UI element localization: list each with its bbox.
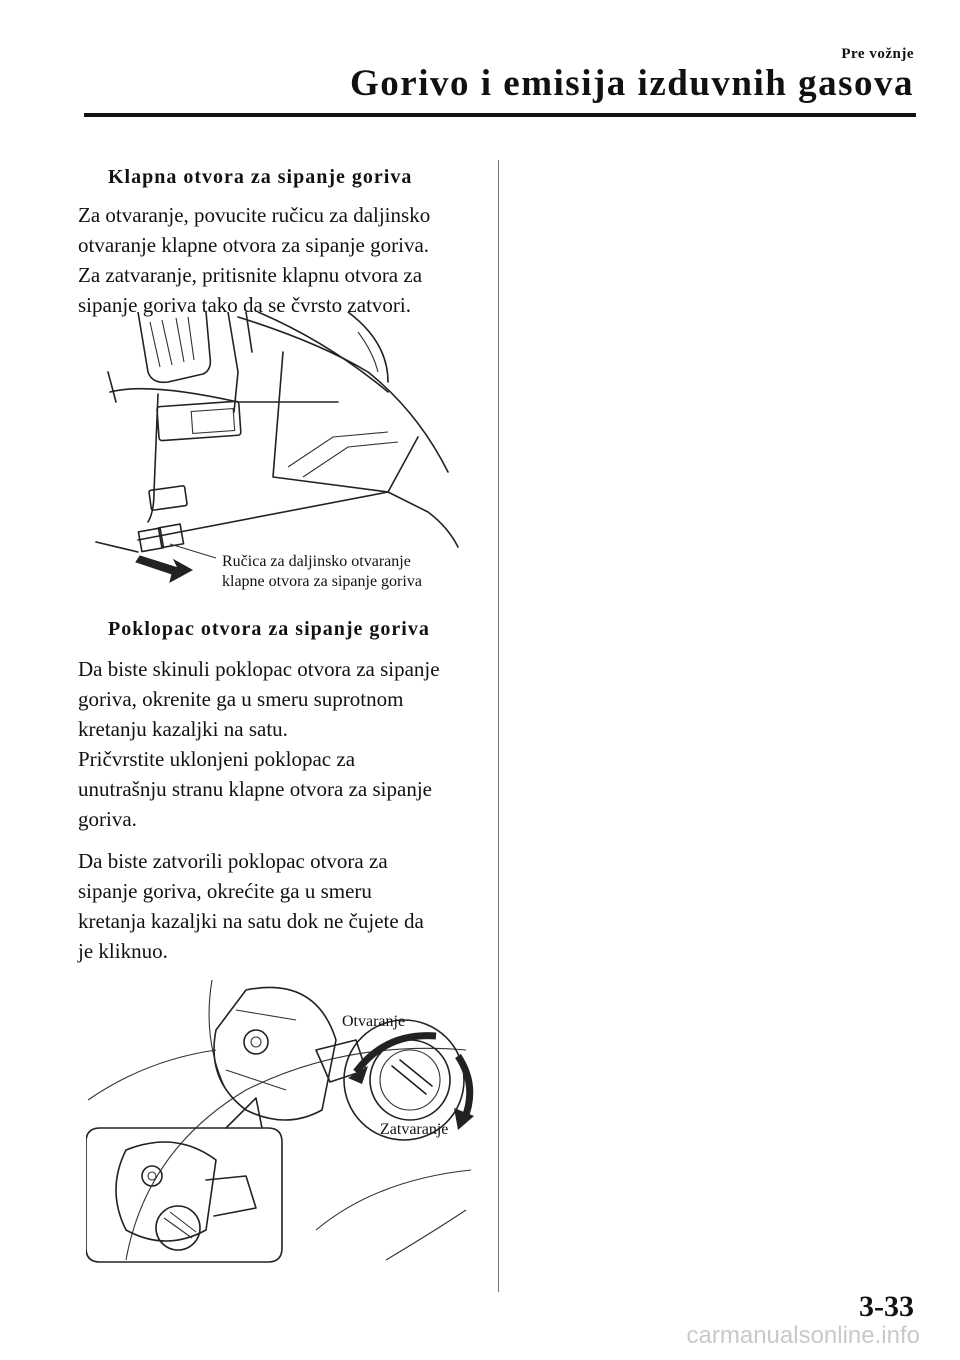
text-line: unutrašnju stranu klapne otvora za sipanje bbox=[78, 777, 432, 801]
fuel-cap-text bbox=[78, 654, 488, 834]
page-number: 3-33 bbox=[859, 1290, 914, 1323]
fuel-door-release-illustration bbox=[88, 312, 468, 592]
text-line: Za zatvaranje, pritisnite klapnu otvora za bbox=[78, 263, 423, 287]
fuel-door-text bbox=[78, 200, 488, 320]
text-line: goriva, okrenite ga u smeru suprotnom bbox=[78, 687, 404, 711]
label-line: klapne otvora za sipanje goriva bbox=[222, 573, 422, 590]
text-line: kretanju kazaljki na satu. bbox=[78, 717, 288, 741]
fuel-door-heading: Klapna otvora za sipanje goriva bbox=[108, 166, 413, 188]
fuel-cap-close-text bbox=[78, 846, 488, 966]
column-divider bbox=[498, 160, 499, 1292]
section-label: Pre vožnje bbox=[841, 46, 914, 62]
text-line: sipanje goriva tako da se čvrsto zatvori. bbox=[78, 293, 411, 317]
release-lever-label bbox=[222, 552, 422, 592]
text-line: Da biste skinuli poklopac otvora za sipanje bbox=[78, 657, 440, 681]
text-line: kretanja kazaljki na satu dok ne čujete da bbox=[78, 909, 424, 933]
closing-label: Zatvaranje bbox=[380, 1121, 449, 1138]
watermark: carmanualsonline.info bbox=[686, 1322, 920, 1349]
header-rule bbox=[84, 113, 916, 117]
fuel-cap-heading: Poklopac otvora za sipanje goriva bbox=[108, 618, 430, 640]
label-line: Ručica za daljinsko otvaranje bbox=[222, 553, 411, 570]
text-line: je kliknuo. bbox=[78, 939, 168, 963]
page-title: Gorivo i emisija izduvnih gasova bbox=[350, 63, 914, 104]
text-line: Pričvrstite uklonjeni poklopac za bbox=[78, 747, 356, 771]
text-line: goriva. bbox=[78, 807, 137, 831]
text-line: sipanje goriva, okrećite ga u smeru bbox=[78, 879, 372, 903]
text-line: Za otvaranje, povucite ručicu za daljinsko bbox=[78, 203, 431, 227]
text-line: otvaranje klapne otvora za sipanje goriva. bbox=[78, 233, 430, 257]
opening-label: Otvaranje bbox=[342, 1013, 406, 1030]
text-line: Da biste zatvorili poklopac otvora za bbox=[78, 849, 388, 873]
